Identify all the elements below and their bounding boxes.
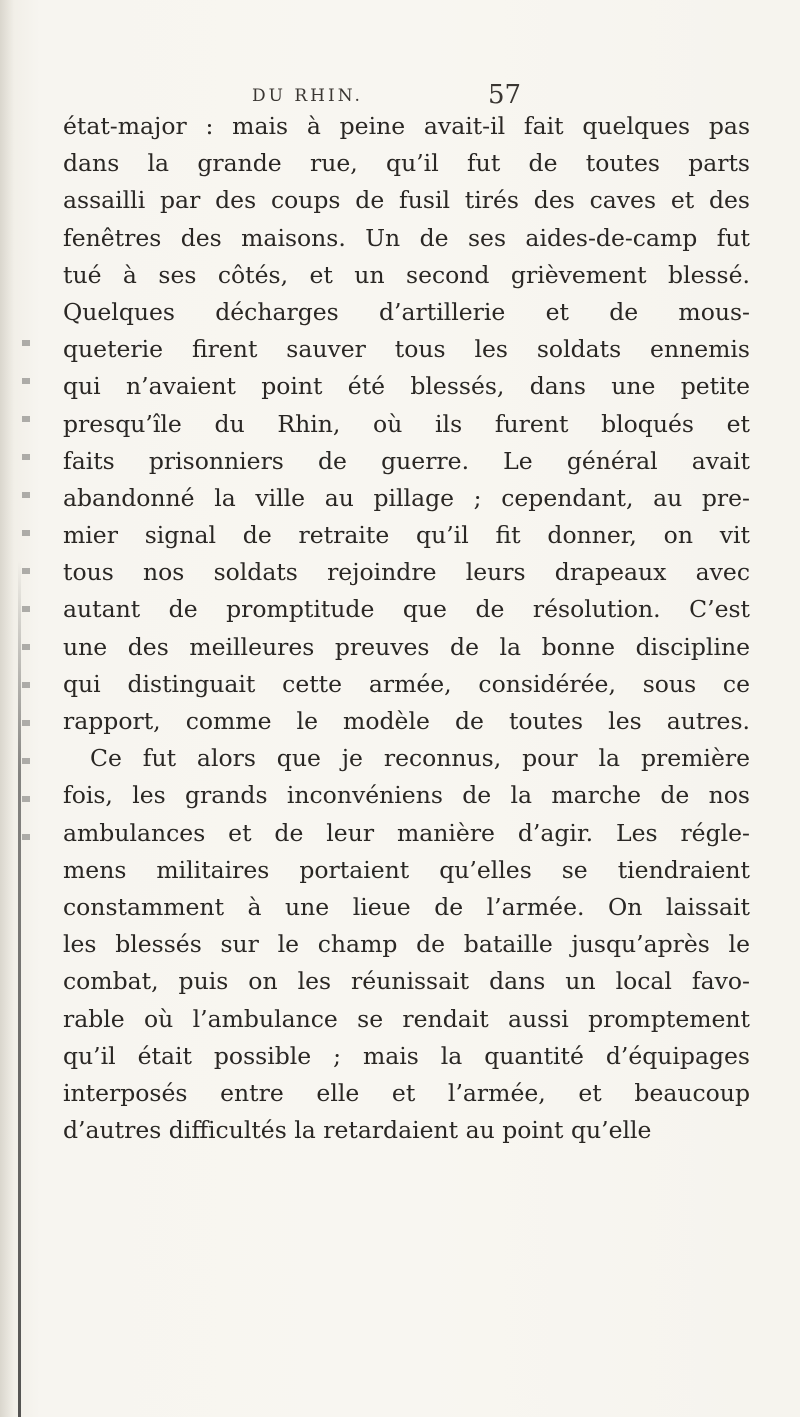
page-number: 57 [488, 80, 522, 110]
text-line: qui n’avaient point été blessés, dans une petite [63, 372, 750, 401]
text-line: état-major : mais à peine avait-il fait quelques pas [63, 112, 750, 140]
text-line: ambulances et de leur manière d’agir. Les régle- [63, 818, 750, 847]
text-line: constamment à une lieue de l’armée. On laissait [63, 892, 750, 921]
text-line: assailli par des coups de fusil tirés des caves et des [63, 186, 750, 215]
running-title: DU RHIN. [252, 86, 363, 106]
text-line: d’autres difficultés la retardaient au point qu’elle [63, 1116, 652, 1145]
text-line: rapport, comme le modèle de toutes les autres. [63, 707, 750, 735]
text-line: fenêtres des maisons. Un de ses aides-de-camp fut [63, 223, 750, 252]
text-line: fois, les grands inconvéniens de la marche de nos [63, 781, 750, 810]
text-line: tué à ses côtés, et un second grièvement blessé. [63, 260, 750, 289]
text-line: mier signal de retraite qu’il fit donner, on vit [63, 521, 750, 550]
text-line: interposés entre elle et l’armée, et beaucoup [63, 1078, 750, 1107]
text-line: autant de promptitude que de résolution. C’est [63, 595, 750, 624]
text-line: les blessés sur le champ de bataille jusqu’après le [63, 930, 750, 959]
text-line: abandonné la ville au pillage ; cependant, au pre- [63, 483, 750, 512]
body-text [40, 108, 750, 1149]
text-line: une des meilleures preuves de la bonne discipline [63, 632, 750, 661]
text-line: Quelques décharges d’artillerie et de mous- [63, 297, 750, 326]
text-line: mens militaires portaient qu’elles se tiendraient [63, 855, 750, 884]
text-line: presqu’île du Rhin, où ils furent bloqués et [63, 409, 750, 438]
text-line: Ce fut alors que je reconnus, pour la première [90, 744, 750, 773]
text-line: qui distinguait cette armée, considérée, sous ce [63, 669, 750, 698]
running-header [0, 80, 800, 110]
text-line: dans la grande rue, qu’il fut de toutes parts [63, 149, 750, 178]
text-line: rable où l’ambulance se rendait aussi promptement [63, 1004, 750, 1033]
gutter-shadow [0, 0, 14, 1417]
binding-edge [18, 560, 21, 1417]
text-line: qu’il était possible ; mais la quantité d’équipages [63, 1041, 750, 1070]
text-line: faits prisonniers de guerre. Le général avait [63, 446, 750, 475]
text-line: combat, puis on les réunissait dans un local favo- [63, 967, 750, 996]
text-line: queterie firent sauver tous les soldats ennemis [63, 335, 750, 364]
text-line: tous nos soldats rejoindre leurs drapeaux avec [63, 558, 750, 587]
binding-marks [22, 340, 30, 860]
